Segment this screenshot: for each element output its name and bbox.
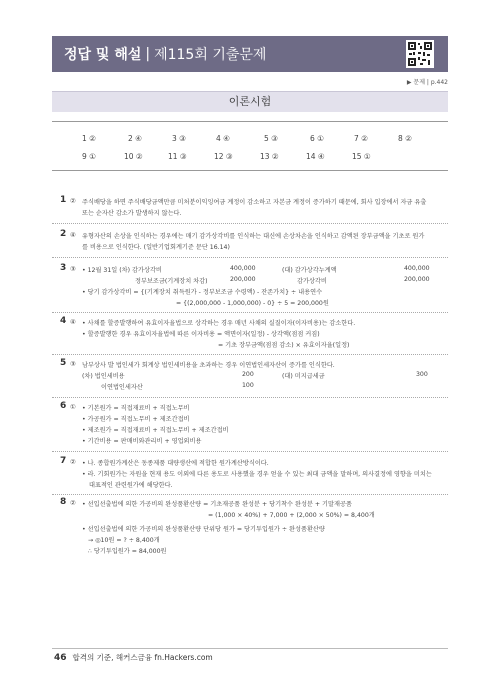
explanation-line: • 기간비용 = 판매비와관리비 + 영업외비용 [82,438,202,445]
answer-item: 3 ③ [172,134,186,143]
journal-entry: (대) 미지급세금 [282,373,325,380]
section-title: 이론시험 [52,91,448,112]
explanation-line: • 나. 종합원가계산은 동종제품 대량생산에 적합한 원가계산방식이다. [82,460,269,467]
divider [52,257,448,258]
explanation-line: 또는 순자산 감소가 발생하지 않는다. [82,210,182,217]
question-answer: ② [70,458,76,466]
answer-item: 6 ① [310,134,324,143]
journal-entry: 이연법인세자산 [101,384,143,391]
divider [52,312,448,313]
answer-item: 8 ② [398,134,412,143]
answer-grid [52,121,448,171]
journal-entry: 감가상각비 [297,278,327,285]
divider [52,354,448,355]
explanation-line: = {(2,000,000 - 1,000,000) - 0} ÷ 5 = 200,000원 [176,300,329,307]
answer-item: 11 ③ [168,152,187,161]
journal-amount: 200,000 [404,276,430,283]
qr-code-icon [406,40,434,68]
question-answer: ③ [70,265,76,273]
footer-divider [52,648,448,649]
journal-amount: 200 [242,371,254,378]
question-number: 3 [60,263,67,273]
answer-item: 5 ③ [264,134,278,143]
question-answer: ③ [70,360,76,368]
explanation-line: • 제조원가 = 직접재료비 + 직접노무비 + 제조간접비 [82,427,229,434]
header-title: 정답 및 해설 [64,47,142,63]
explanation-line: • 할증발행한 경우 유효이자율법에 따른 이자비용 = 액면이자(일정) - 상각액(점점 커짐) [82,331,320,338]
explanation-line: • 선입선출법에 의한 가공비의 완성품환산량 = 기초재공품 완성분 + 당기착수 완성분 + 기말재공품 [82,501,352,508]
question-number: 8 [60,497,67,507]
journal-entry: • 12월 31일 (차) 감가상각비 [82,267,162,274]
answer-item: 15 ① [352,152,371,161]
answer-item: 13 ② [260,152,279,161]
question-number: 4 [60,316,67,326]
explanation-line: • 당기 감가상각비 = {(기계장치 취득원가 - 정부보조금 수령액) - 잔존가치} ÷ 내용연수 [82,289,323,296]
journal-amount: 200,000 [230,276,256,283]
journal-amount: 400,000 [230,265,256,272]
question-answer: ④ [70,318,76,326]
explanation-line: = 기초 장부금액(점점 감소) × 유효이자율(일정) [218,342,350,349]
answer-item: 10 ② [124,152,143,161]
explanation-line: 를 비용으로 인식한다. (일반기업회계기준 문단 16.14) [82,244,230,251]
journal-entry: 정부보조금(기계장치 차감) [135,278,208,285]
footer-text: 합격의 기준, 해커스금융 fn.Hackers.com [72,653,213,662]
page-number: 46 [54,653,67,663]
explanation-line: 주식배당을 하면 주식배당금액만큼 미처분이익잉여금 계정이 감소하고 자본금 계정이 증가하기 때문에, 회사 입장에서 자금 유출 [82,199,427,206]
answer-item: 9 ① [82,152,96,161]
explanation-line: • 선입선출법에 의한 가공비의 완성품환산량 단위당 원가 = 당기투입원가 ÷ 완성품환산량 [82,526,325,533]
explanation-line: • 가공원가 = 직접노무비 + 제조간접비 [82,416,190,423]
question-number: 6 [60,401,67,411]
question-number: 7 [60,456,67,466]
question-answer: ② [70,499,76,507]
explanation-line: 유형자산의 손상을 인식하는 경우에는 매기 감가상각비를 인식하는 대신에 손상차손을 인식하고 감액된 장부금액을 기초로 원가 [82,233,425,240]
divider [52,397,448,398]
divider [52,494,448,495]
journal-entry: (차) 법인세비용 [82,373,125,380]
problem-reference: ▶ 문제 | p.442 [406,79,448,86]
explanation-line: 남부상사 발 법인세가 회계상 법인세비용을 초과하는 경우 이연법인세자산이 증가를 인식한다. [82,362,335,369]
explanation-line: • 라. 기회원가는 자원을 현재 용도 이외에 다른 용도로 사용했을 경우 얻을 수 있는 최대 금액을 말하며, 의사결정에 영향을 미치는 [82,471,432,478]
answer-item: 1 ② [82,134,96,143]
header-separator: | [145,46,151,62]
question-number: 2 [60,229,67,239]
header-subtitle: 제115회 기출문제 [154,47,267,63]
header-bar [52,36,448,72]
explanation-line: ∴ 당기투입원가 = 84,000원 [88,548,167,555]
explanation-line: • 사채를 할증발행하여 유효이자율법으로 상각하는 경우 매년 사채의 실질이자(이자비용)는 감소한다. [82,320,356,327]
explanation-line: = (1,000 × 40%) + 7,000 + (2,000 × 50%) = 8,400개 [208,512,375,519]
answer-item: 2 ④ [128,134,142,143]
journal-amount: 100 [242,382,254,389]
question-number: 1 [60,195,67,205]
journal-amount: 300 [416,371,428,378]
divider [52,451,448,452]
journal-amount: 400,000 [404,265,430,272]
answer-item: 14 ④ [306,152,325,161]
question-answer: ① [70,403,76,411]
footer [54,652,213,663]
question-answer: ② [70,197,76,205]
explanation-line: • 기본원가 = 직접재료비 + 직접노무비 [82,405,190,412]
explanation-line: → ◎10원 = ? ÷ 8,400개 [88,537,160,544]
answer-item: 7 ② [354,134,368,143]
journal-entry: (대) 감가상각누계액 [282,267,337,274]
answer-item: 12 ③ [214,152,233,161]
question-answer: ④ [70,231,76,239]
explanation-line: 대표적인 관련원가에 해당한다. [89,482,173,489]
divider [52,223,448,224]
question-number: 5 [60,358,67,368]
answer-item: 4 ④ [216,134,230,143]
